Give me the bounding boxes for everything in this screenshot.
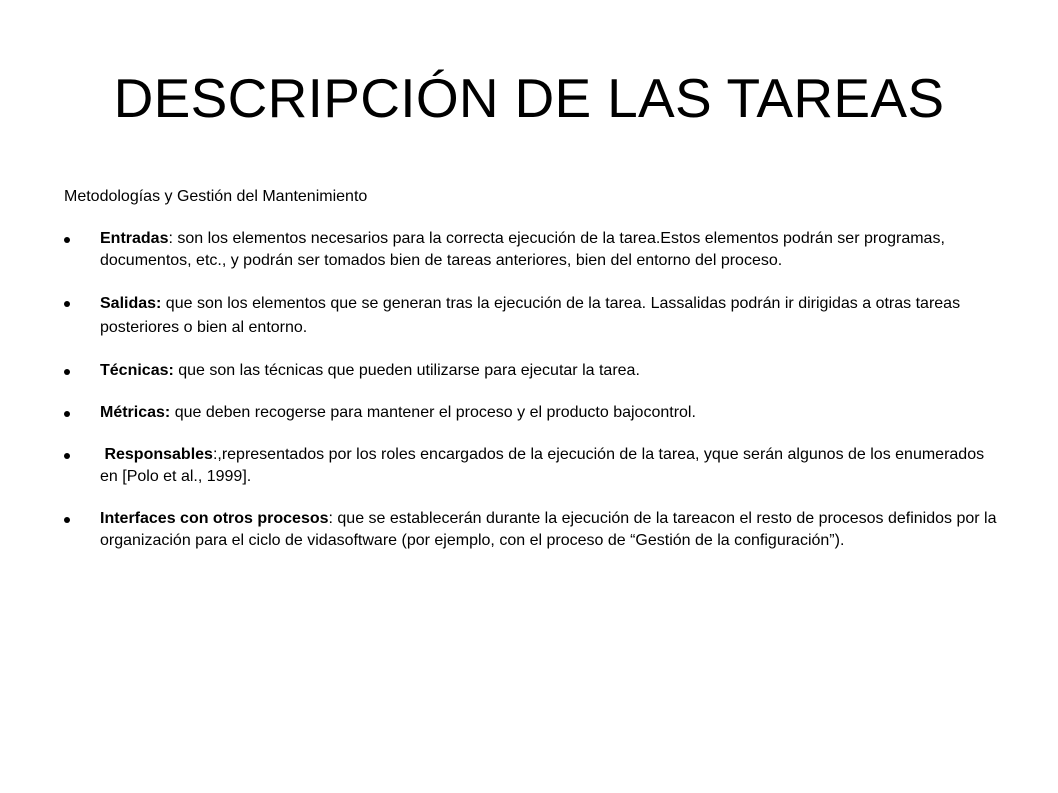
slide-title: DESCRIPCIÓN DE LAS TAREAS xyxy=(113,67,945,129)
bullet-term: Responsables xyxy=(100,446,213,463)
bullet-text: :,representados por los roles encargados de la ejecución de la tarea, yque serán algunos de los enumerados en [Polo et al., 1999]. xyxy=(100,446,985,485)
bullet-dot-icon xyxy=(64,301,70,307)
bullet-list xyxy=(64,228,999,572)
bullet-term: Métricas: xyxy=(100,404,171,421)
bullet-text: que son las técnicas que pueden utilizarse para ejecutar la tarea. xyxy=(173,362,640,379)
bullet-item-responsables xyxy=(64,444,999,488)
bullet-text: que deben recogerse para mantener el proceso y el producto bajocontrol. xyxy=(170,404,696,421)
bullet-text: que son los elementos que se generan tras la ejecución de la tarea. Lassalidas podrán ir dirigidas a otras tareas posteriores o bien al entorno. xyxy=(100,295,961,336)
bullet-dot-icon xyxy=(64,237,70,243)
bullet-dot-icon xyxy=(64,369,70,375)
slide-subtitle: Metodologías y Gestión del Mantenimiento xyxy=(64,188,368,205)
bullet-term: Entradas xyxy=(100,230,169,247)
bullet-dot-icon xyxy=(64,453,70,459)
bullet-item-metricas xyxy=(64,402,999,424)
bullet-term: Salidas: xyxy=(100,295,162,312)
bullet-term: Interfaces con otros procesos xyxy=(100,510,329,527)
bullet-item-tecnicas xyxy=(64,360,999,382)
bullet-term: Técnicas: xyxy=(100,362,174,379)
bullet-text: : son los elementos necesarios para la correcta ejecución de la tarea.Estos elementos podrán ser programas, documentos, etc., y podrán ser tomados bien de tareas anteriores, bien del entorno del proceso. xyxy=(100,230,945,269)
bullet-item-entradas xyxy=(64,228,999,272)
bullet-item-interfaces xyxy=(64,508,999,552)
bullet-item-salidas xyxy=(64,292,999,340)
bullet-dot-icon xyxy=(64,411,70,417)
bullet-dot-icon xyxy=(64,517,70,523)
bullet-text: : que se establecerán durante la ejecución de la tareacon el resto de procesos definidos por la organización para el ciclo de vidasoftware (por ejemplo, con el proceso de “Gestión de la configuración”). xyxy=(100,510,997,549)
